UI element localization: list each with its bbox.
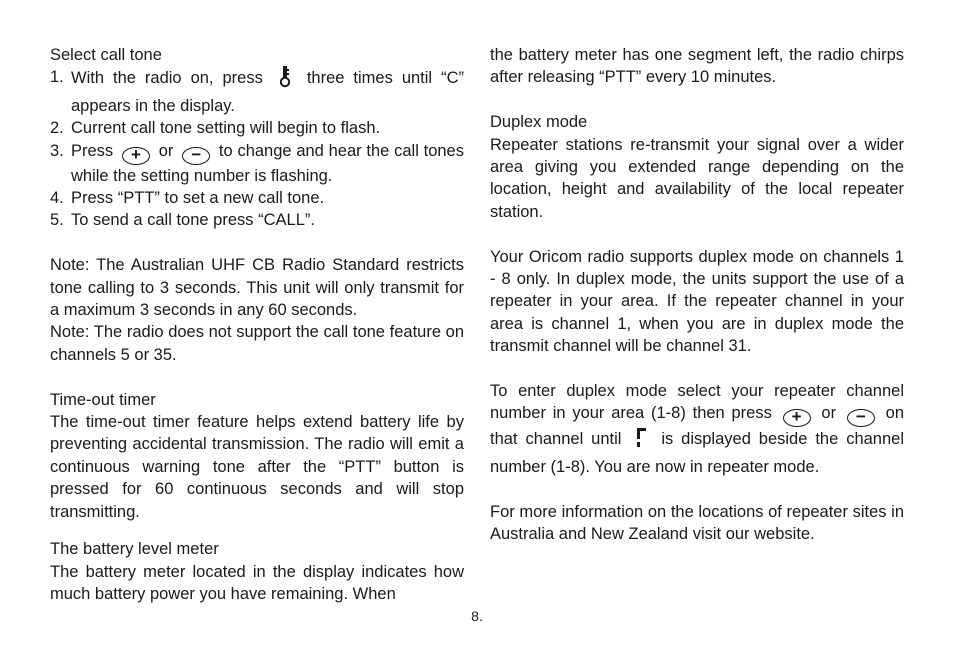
plus-button-icon: + bbox=[783, 409, 811, 427]
minus-button-icon: − bbox=[847, 409, 875, 427]
duplex-heading: Duplex mode bbox=[490, 113, 588, 132]
list-item bbox=[50, 66, 464, 117]
page-number: 8. bbox=[471, 608, 483, 624]
battery-text: The battery meter located in the display indicates how much battery power you have remaining. When bbox=[50, 562, 464, 603]
step-text: or bbox=[158, 141, 174, 160]
battery-text-continued: the battery meter has one segment left, the radio chirps after releasing “PTT” every 10 minutes. bbox=[490, 46, 904, 87]
step-text: To send a call tone press “CALL”. bbox=[71, 211, 315, 230]
repeater-indicator-icon bbox=[635, 427, 647, 455]
list-item bbox=[50, 140, 464, 187]
duplex-text: Repeater stations re-transmit your signal over a wider area giving you extended range depending on the location, height and availability of the local repeater station. bbox=[490, 135, 904, 221]
step-text: With the radio on, press bbox=[71, 69, 263, 88]
step-number: 1. bbox=[50, 68, 64, 87]
step-number: 3. bbox=[50, 141, 64, 160]
note-call-tone-channels: Note: The radio does not support the call tone feature on channels 5 or 35. bbox=[50, 323, 464, 364]
enter-duplex-part: or bbox=[821, 404, 837, 423]
call-tone-heading: Select call tone bbox=[50, 46, 162, 64]
step-text: Press “PTT” to set a new call tone. bbox=[71, 189, 325, 208]
step-number: 5. bbox=[50, 211, 64, 230]
right-column bbox=[490, 44, 904, 545]
call-tone-steps bbox=[50, 66, 464, 231]
enter-duplex-text bbox=[490, 380, 904, 478]
list-item bbox=[50, 209, 464, 231]
step-text: to change and hear the call tones while the setting number is flashing. bbox=[71, 141, 464, 185]
step-number: 2. bbox=[50, 119, 64, 138]
timeout-heading: Time-out timer bbox=[50, 390, 156, 409]
enter-duplex-part: To enter duplex mode select your repeater channel number in your area (1-8) then press bbox=[490, 382, 904, 423]
battery-heading: The battery level meter bbox=[50, 540, 219, 559]
more-info-text: For more information on the locations of repeater sites in Australia and New Zealand visit our website. bbox=[490, 502, 904, 544]
step-text: three times until “C” appears in the display. bbox=[71, 69, 464, 115]
timeout-text: The time-out timer feature helps extend battery life by preventing accidental transmission. The radio will emit a continuous warning tone after the “PTT” button is pressed for 60 continuous seconds and will stop transmitting. bbox=[50, 413, 464, 521]
list-item bbox=[50, 187, 464, 209]
list-item bbox=[50, 117, 464, 139]
plus-button-icon: + bbox=[122, 147, 150, 165]
note-tone-calling: Note: The Australian UHF CB Radio Standard restricts tone calling to 3 seconds. This unit will only transmit for a maximum 3 seconds in any 60 seconds. bbox=[50, 256, 464, 320]
left-column bbox=[50, 44, 464, 605]
enter-duplex-part: on that channel until bbox=[490, 404, 904, 449]
minus-button-icon: − bbox=[182, 147, 210, 165]
step-number: 4. bbox=[50, 189, 64, 208]
step-text: Press bbox=[71, 141, 114, 160]
enter-duplex-part: is displayed beside the channel number (1-8). You are now in repeater mode. bbox=[490, 430, 904, 476]
step-text: Current call tone setting will begin to flash. bbox=[71, 119, 381, 138]
key-icon bbox=[280, 66, 290, 94]
oricom-duplex-text: Your Oricom radio supports duplex mode on channels 1 - 8 only. In duplex mode, the units support the use of a repeater in your area. If the repeater channel in your area is channel 1, when you are in duplex mode the transmit channel will be channel 31. bbox=[490, 247, 904, 356]
